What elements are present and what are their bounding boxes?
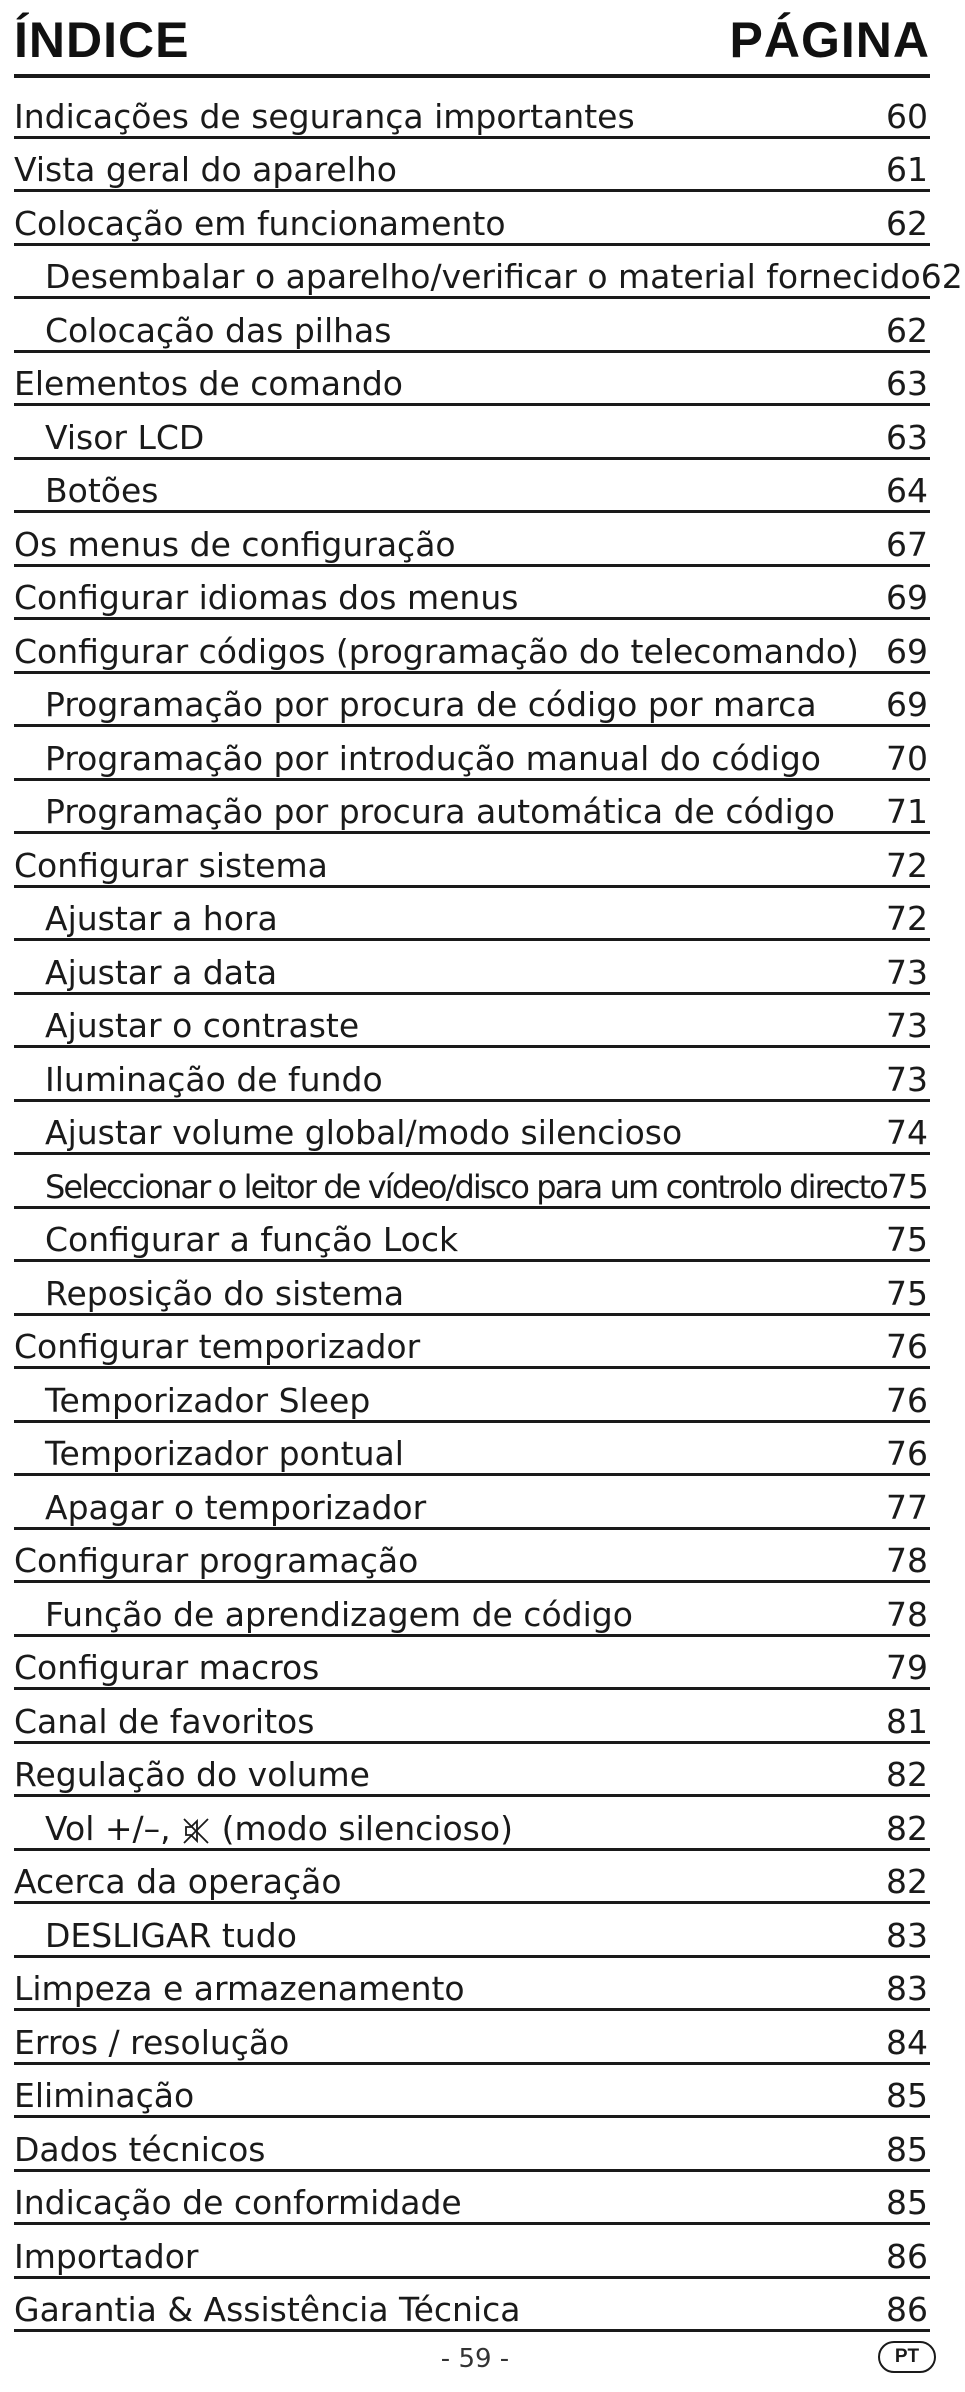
toc-entry-label: Configurar programação — [14, 1541, 419, 1580]
toc-entry — [14, 2225, 930, 2279]
toc-entry — [14, 888, 930, 942]
toc-entry-label: Apagar o temporizador — [45, 1487, 427, 1527]
toc-entry — [14, 727, 930, 781]
page-number: - 59 - — [440, 2344, 510, 2374]
toc-entry-page: 72 — [886, 899, 928, 938]
toc-entry-page: 82 — [886, 1862, 928, 1901]
language-badge: PT — [878, 2341, 936, 2373]
toc-entry-label: Programação por procura de código por marca — [45, 685, 817, 724]
toc-entry-page: 83 — [886, 1969, 928, 2008]
toc-entry-page: 76 — [886, 1327, 928, 1366]
toc-entry — [14, 834, 930, 888]
toc-entry — [14, 1316, 930, 1370]
toc-entry-label: Botões — [45, 471, 159, 510]
toc-entry-page: 85 — [886, 2183, 928, 2222]
toc-entry-page: 69 — [886, 631, 928, 671]
toc-entry-label: Configurar códigos (programação do telecomando) — [14, 631, 859, 671]
toc-entry-label: Ajustar a data — [45, 952, 278, 992]
toc-entry — [14, 513, 930, 567]
toc-entry-label: Desembalar o aparelho/verificar o material fornecido — [45, 257, 921, 296]
toc-entry — [14, 406, 930, 460]
toc-entry — [14, 1423, 930, 1477]
toc-entry-label: Reposição do sistema — [45, 1273, 405, 1313]
toc-entry-page: 62 — [886, 203, 928, 243]
toc-entry-label: Configurar macros — [14, 1648, 320, 1687]
toc-entry-page: 83 — [886, 1915, 928, 1955]
toc-entry-label: Configurar sistema — [14, 845, 328, 885]
toc-entry-label: Configurar a função Lock — [45, 1220, 459, 1259]
toc-entry-label-part: Vol +/–, — [45, 1808, 182, 1848]
toc-entry — [14, 1690, 930, 1744]
toc-entry — [14, 567, 930, 621]
toc-entry — [14, 1958, 930, 2012]
toc-entry — [14, 2118, 930, 2172]
toc-entry-label: Iluminação de fundo — [45, 1059, 383, 1099]
toc-entry — [14, 781, 930, 835]
toc-entry-label: Seleccionar o leitor de vídeo/disco para um controlo directo — [45, 1167, 887, 1206]
toc-entry — [14, 299, 930, 353]
toc-entry — [14, 1048, 930, 1102]
toc-entry — [14, 1476, 930, 1530]
toc-entry-page: 71 — [886, 792, 928, 831]
toc-entry-page: 63 — [886, 364, 928, 403]
toc-entry-page: 77 — [886, 1487, 928, 1527]
toc-entry-label-part: (modo silencioso) — [211, 1808, 513, 1848]
toc-entry-label: Vista geral do aparelho — [14, 150, 397, 189]
toc-entry-label: Dados técnicos — [14, 2129, 266, 2169]
toc-entry-label: Limpeza e armazenamento — [14, 1969, 465, 2008]
toc-entry-label: Colocação das pilhas — [45, 310, 392, 350]
toc-entry-page: 73 — [886, 1059, 928, 1099]
toc-entry-label: Erros / resolução — [14, 2022, 290, 2062]
toc-entry — [14, 2279, 930, 2333]
toc-entry-label: Ajustar o contraste — [45, 1006, 360, 1045]
toc-entry-page: 75 — [886, 1166, 929, 1206]
toc-entry-label: Eliminação — [14, 2076, 195, 2115]
toc-entry — [14, 1851, 930, 1905]
toc-entry-page: 84 — [886, 2022, 928, 2062]
toc-entry-page: 86 — [886, 2290, 928, 2329]
toc-entry-page: 78 — [886, 1594, 928, 1634]
toc-entry-label: Configurar idiomas dos menus — [14, 578, 519, 617]
toc-entry-label: Temporizador pontual — [45, 1434, 404, 1473]
toc-entry-label: Acerca da operação — [14, 1862, 342, 1901]
toc-entry-label: DESLIGAR tudo — [45, 1915, 297, 1955]
toc-entry-label: Elementos de comando — [14, 364, 403, 403]
toc-entry-page: 60 — [886, 96, 928, 136]
toc-entry-label: Ajustar volume global/modo silencioso — [45, 1113, 683, 1152]
toc-entry — [14, 1369, 930, 1423]
toc-entry-page: 64 — [886, 471, 928, 510]
toc-entry-label: Indicação de conformidade — [14, 2183, 462, 2222]
toc-entry-page: 69 — [886, 578, 928, 617]
toc-entry-label: Configurar temporizador — [14, 1327, 421, 1366]
toc-entry-page: 63 — [886, 417, 928, 457]
toc-entry-page: 82 — [886, 1755, 928, 1794]
toc-entry-page: 85 — [886, 2076, 928, 2115]
toc-entry — [14, 2172, 930, 2226]
toc-entry — [14, 620, 930, 674]
toc-entry-label: Temporizador Sleep — [45, 1380, 371, 1420]
toc-entry-page: 78 — [886, 1541, 928, 1580]
header-divider — [14, 74, 930, 78]
toc-entry-label: Canal de favoritos — [14, 1701, 315, 1741]
toc-entry — [14, 1209, 930, 1263]
toc-entry — [14, 1744, 930, 1798]
toc-entry-page: 72 — [886, 845, 928, 885]
toc-entry-page: 81 — [886, 1701, 928, 1741]
toc-entry — [14, 1797, 930, 1851]
toc-entry-label: Garantia & Assistência Técnica — [14, 2290, 521, 2329]
toc-entry — [14, 246, 963, 300]
toc-entry — [14, 995, 930, 1049]
toc-entry — [14, 674, 930, 728]
toc-entry — [14, 1904, 930, 1958]
toc-entry-page: 86 — [886, 2236, 928, 2276]
toc-entry-label: Ajustar a hora — [45, 899, 278, 938]
toc-entry — [14, 85, 930, 139]
toc-entry-label: Programação por introdução manual do código — [45, 738, 821, 778]
toc-entry — [14, 1102, 930, 1156]
toc-entry-page: 76 — [886, 1380, 928, 1420]
toc-entry — [14, 2011, 930, 2065]
toc-entry-label: Importador — [14, 2236, 199, 2276]
toc-entry-label: Indicações de segurança importantes — [14, 96, 635, 136]
toc-entry-page: 67 — [886, 524, 928, 564]
toc-title: ÍNDICE — [14, 12, 190, 68]
toc-entry-page: 70 — [886, 738, 928, 778]
toc-entry-label: Regulação do volume — [14, 1755, 370, 1794]
table-of-contents — [14, 85, 963, 2332]
toc-entry — [14, 1637, 930, 1691]
toc-entry-page: 62 — [886, 310, 928, 350]
toc-entry — [14, 353, 930, 407]
toc-entry-label: Programação por procura automática de código — [45, 792, 835, 831]
toc-entry-page: 76 — [886, 1434, 928, 1473]
toc-entry — [14, 1583, 930, 1637]
toc-entry-page: 82 — [886, 1808, 928, 1848]
mute-icon — [183, 1818, 209, 1844]
toc-entry — [14, 460, 930, 514]
toc-entry-page: 73 — [886, 952, 928, 992]
toc-entry — [14, 139, 930, 193]
toc-entry-label: Os menus de configuração — [14, 524, 456, 564]
toc-entry-page: 85 — [886, 2129, 928, 2169]
toc-entry-page: 79 — [886, 1648, 928, 1687]
toc-entry — [14, 1155, 930, 1209]
toc-entry-label: Função de aprendizagem de código — [45, 1594, 633, 1634]
toc-entry — [14, 1530, 930, 1584]
toc-entry-page: 62 — [920, 257, 963, 296]
toc-entry — [14, 1262, 930, 1316]
toc-entry-label — [14, 1808, 513, 1848]
toc-entry — [14, 192, 930, 246]
toc-entry-page: 75 — [886, 1220, 928, 1259]
toc-entry-page: 61 — [886, 150, 928, 189]
toc-entry — [14, 2065, 930, 2119]
page-column-heading: PÁGINA — [729, 12, 930, 68]
toc-entry-page: 74 — [886, 1113, 928, 1152]
toc-entry — [14, 941, 930, 995]
toc-entry-label: Colocação em funcionamento — [14, 203, 506, 243]
toc-entry-page: 69 — [886, 685, 928, 724]
toc-header — [14, 0, 930, 80]
toc-entry-page: 75 — [886, 1273, 928, 1313]
toc-entry-label: Visor LCD — [45, 417, 205, 457]
toc-entry-page: 73 — [886, 1006, 928, 1045]
